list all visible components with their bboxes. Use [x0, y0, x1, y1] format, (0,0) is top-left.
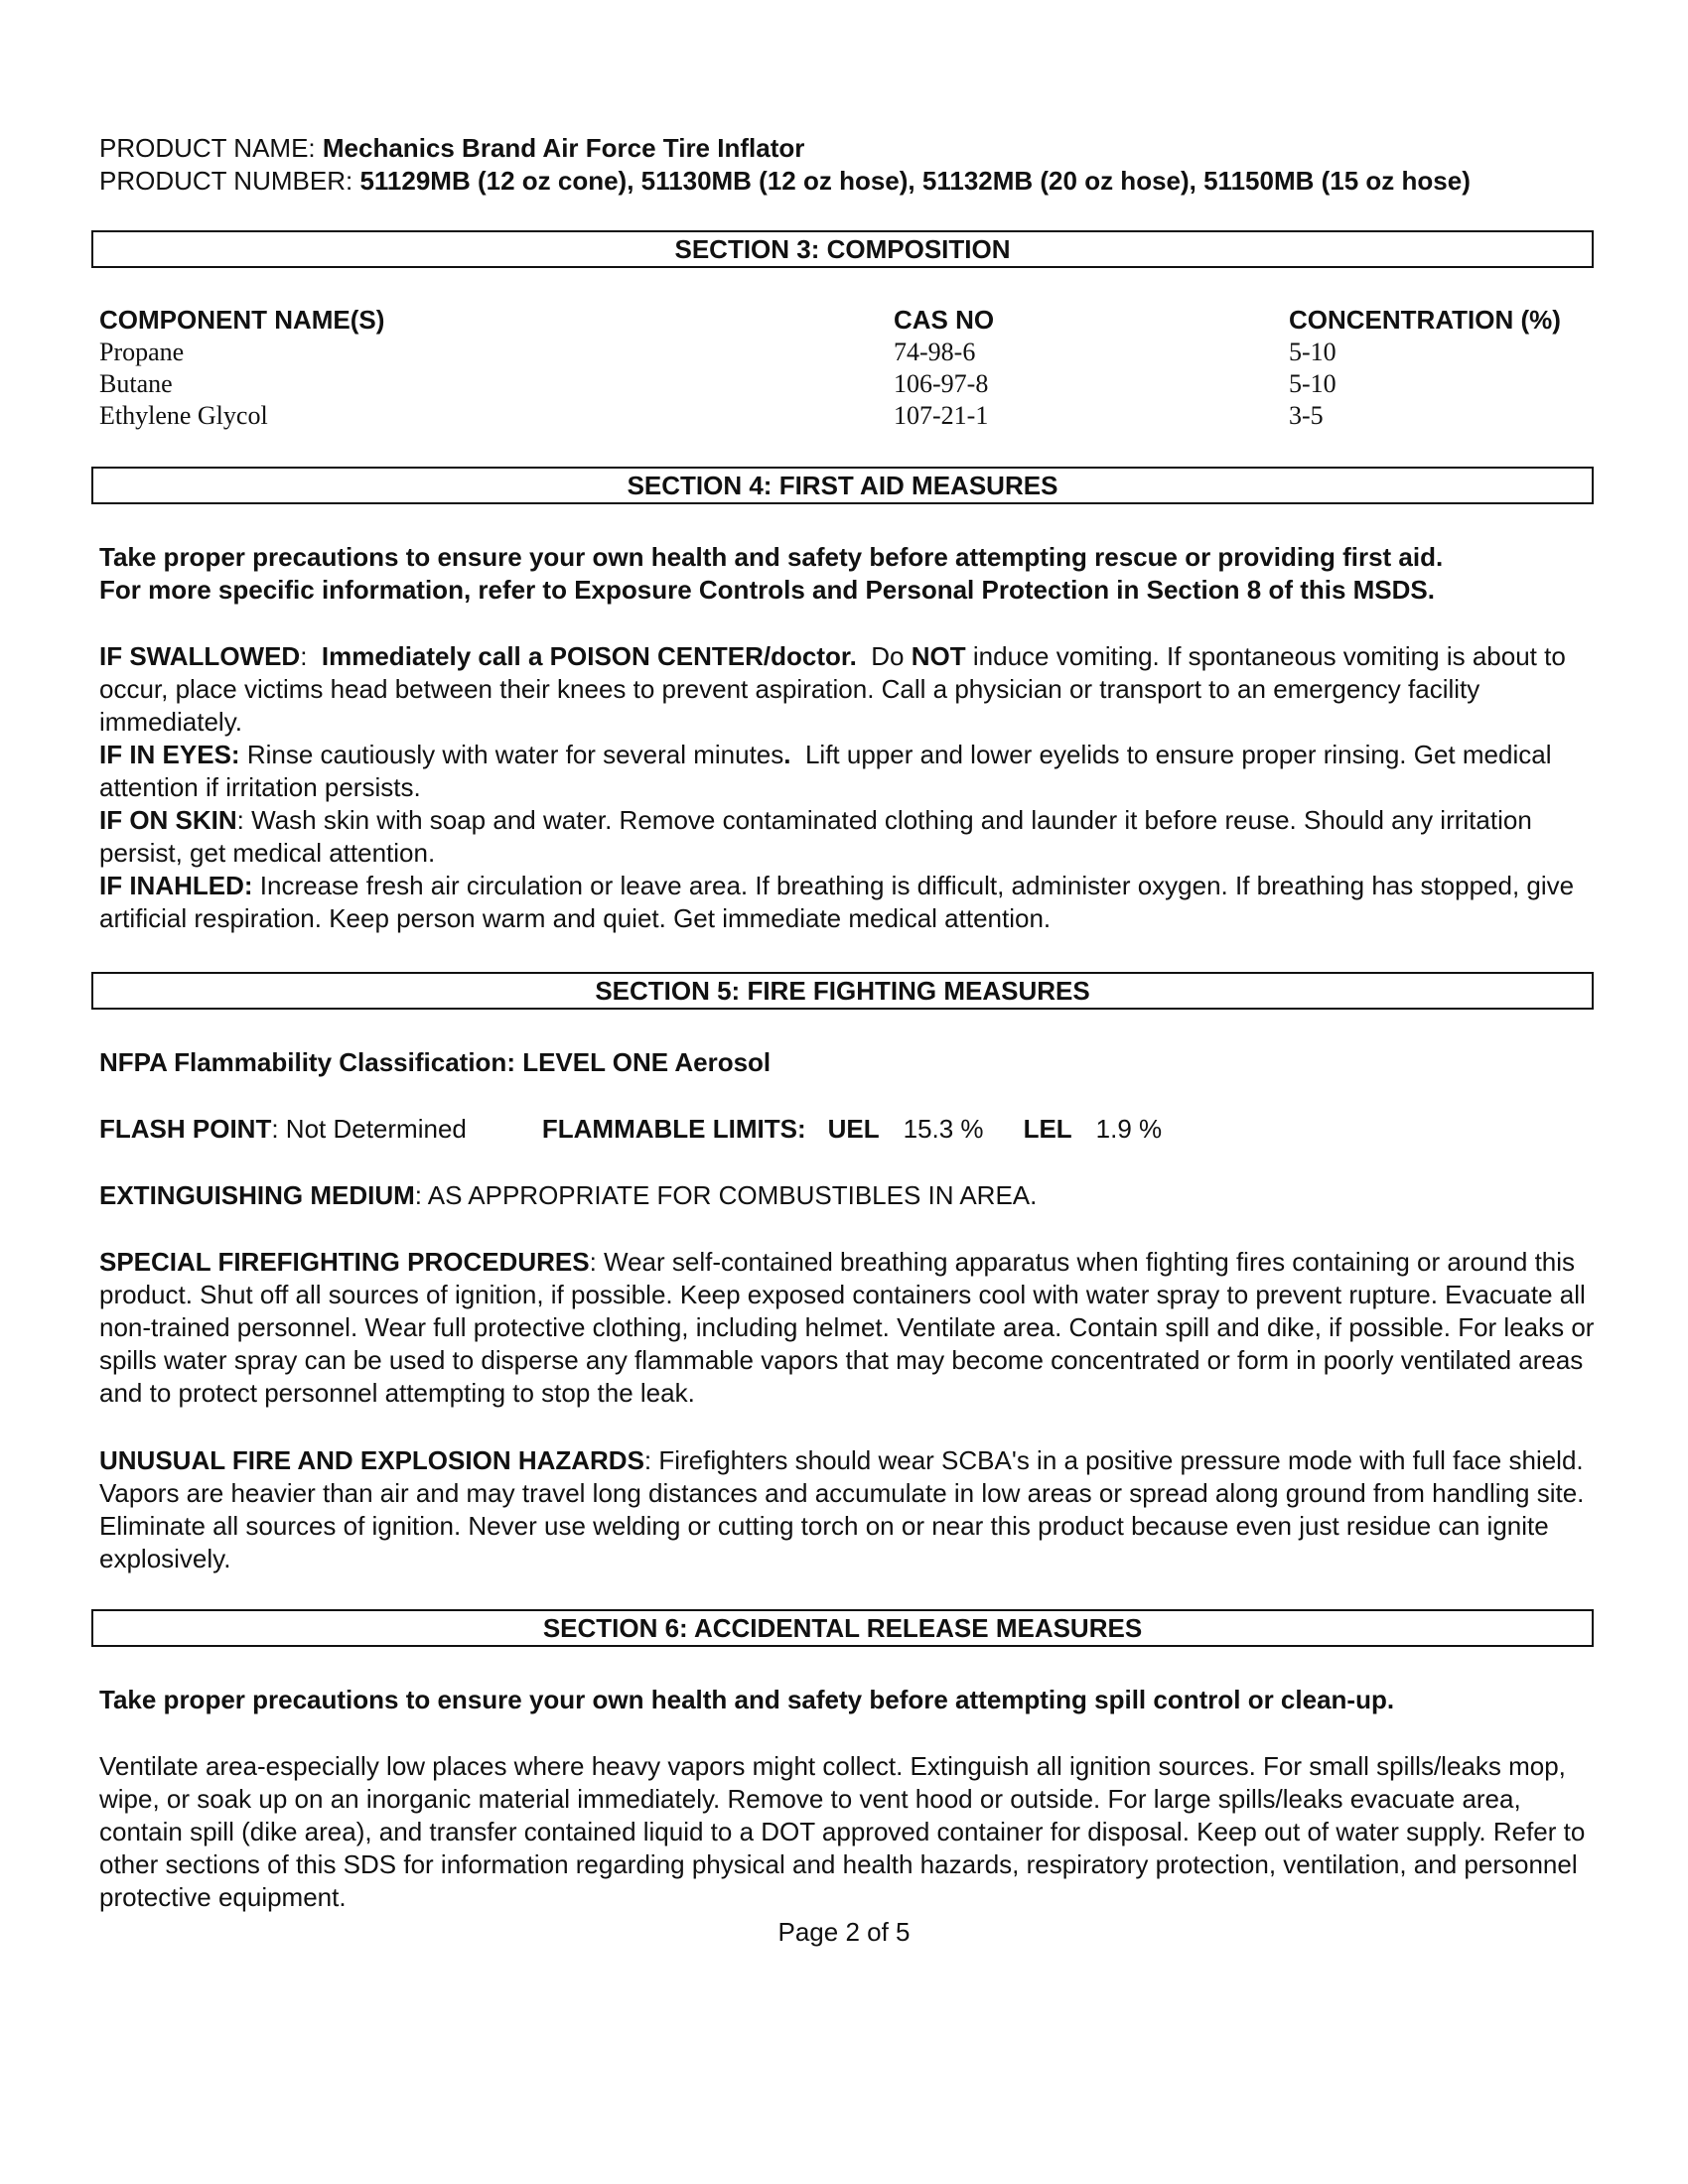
if-in-eyes-text1: Rinse cautiously with water for several minutes	[246, 740, 784, 769]
concentration: 5-10	[1289, 338, 1336, 366]
composition-row	[0, 400, 1688, 432]
unusual-hazards-text: : Firefighters should wear SCBA's in a positive pressure mode with full face shield. Vapors are heavier than air and may travel long distances and accumulate in low areas or spread along ground from handling site. Eliminate all sources of ignition. Never use welding or cutting torch on or near this product because even just residue can ignite explosively.	[99, 1445, 1585, 1573]
if-inhaled-label: IF INAHLED:	[99, 871, 253, 900]
component-name-header: COMPONENT NAME(S)	[99, 305, 385, 335]
component-name: Propane	[99, 338, 185, 366]
uel-label: UEL	[827, 1114, 880, 1144]
if-on-skin-text: : Wash skin with soap and water. Remove contaminated clothing and launder it before reuse. Should any irritation persist, get medical attention.	[99, 805, 1532, 868]
composition-header-row	[0, 304, 1688, 336]
uel-value: 15.3 %	[903, 1114, 984, 1144]
product-number-line	[99, 165, 1648, 198]
lel-value: 1.9 %	[1095, 1114, 1163, 1144]
period: .	[783, 740, 791, 769]
section3-title: SECTION 3: COMPOSITION	[91, 230, 1594, 268]
if-in-eyes-paragraph	[99, 739, 1599, 804]
composition-row	[0, 368, 1688, 400]
concentration: 5-10	[1289, 369, 1336, 398]
if-in-eyes-label: IF IN EYES:	[99, 740, 240, 769]
cas-no: 106-97-8	[894, 369, 989, 398]
composition-row	[0, 337, 1688, 368]
if-on-skin-label: IF ON SKIN	[99, 805, 237, 835]
concentration-header: CONCENTRATION (%)	[1289, 305, 1561, 335]
flash-point-line	[99, 1113, 1599, 1146]
cas-no: 74-98-6	[894, 338, 976, 366]
special-procedures-text: : Wear self-contained breathing apparatus when fighting fires containing or around this product. Shut off all sources of ignition, if possible. Keep exposed containers cool with water spray to prevent rupture. Evacuate all non-trained personnel. Wear full protective clothing, including helmet. Ventilate area. Contain spill and dike, if possible. For leaks or spills water spray can be used to disperse any flammable vapors that may become concentrated or form in poorly ventilated areas and to protect personnel attempting to stop the leak.	[99, 1247, 1595, 1408]
page-number: Page 2 of 5	[777, 1917, 911, 1947]
special-procedures-paragraph	[99, 1246, 1599, 1410]
product-name-label: PRODUCT NAME:	[99, 133, 316, 163]
nfpa-classification: NFPA Flammability Classification: LEVEL ONE Aerosol	[99, 1047, 772, 1077]
product-number-value: 51129MB (12 oz cone), 51130MB (12 oz hose), 51132MB (20 oz hose), 51150MB (15 oz hose)	[359, 166, 1471, 196]
concentration: 3-5	[1289, 401, 1324, 430]
flash-point-label: FLASH POINT	[99, 1114, 272, 1144]
product-name-value: Mechanics Brand Air Force Tire Inflator	[322, 133, 805, 163]
flammable-limits-label: FLAMMABLE LIMITS:	[541, 1114, 806, 1144]
cas-no: 107-21-1	[894, 401, 989, 430]
if-swallowed-text: induce vomiting. If spontaneous vomiting is about to occur, place victims head between their knees to prevent aspiration. Call a physician or transport to an emergency facility immediately.	[99, 641, 1566, 737]
unusual-hazards-paragraph	[99, 1444, 1599, 1575]
first-aid-block	[99, 640, 1599, 935]
if-inhaled-paragraph	[99, 870, 1599, 935]
first-aid-intro-line2: For more specific information, refer to Exposure Controls and Personal Protection in Section 8 of this MSDS.	[99, 575, 1435, 605]
if-on-skin-paragraph	[99, 804, 1599, 870]
if-swallowed-paragraph	[99, 640, 1599, 739]
extinguishing-medium-line	[99, 1179, 1599, 1212]
component-name: Ethylene Glycol	[99, 401, 268, 430]
not-word: NOT	[911, 641, 966, 671]
section4-title: SECTION 4: FIRST AID MEASURES	[91, 467, 1594, 504]
lel-label: LEL	[1023, 1114, 1072, 1144]
extinguishing-medium-label: EXTINGUISHING MEDIUM	[99, 1180, 415, 1210]
if-in-eyes-text2: Lift upper and lower eyelids to ensure proper rinsing. Get medical attention if irritation persists.	[99, 740, 1552, 802]
extinguishing-medium-text: : AS APPROPRIATE FOR COMBUSTIBLES IN AREA.	[414, 1180, 1038, 1210]
poison-center-warning: Immediately call a POISON CENTER/doctor.	[321, 641, 857, 671]
flash-point-value: : Not Determined	[271, 1114, 467, 1144]
section5-title: SECTION 5: FIRE FIGHTING MEASURES	[91, 972, 1594, 1010]
colon: :	[300, 641, 308, 671]
do-word: Do	[871, 641, 905, 671]
component-name: Butane	[99, 369, 173, 398]
section6-title: SECTION 6: ACCIDENTAL RELEASE MEASURES	[91, 1609, 1594, 1647]
cas-no-header: CAS NO	[894, 305, 995, 335]
release-paragraph: Ventilate area-especially low places where heavy vapors might collect. Extinguish all ignition sources. For small spills/leaks mop, wipe, or soak up on an inorganic material immediately. Remove to vent hood or outside. For large spills/leaks evacuate area, contain spill (dike area), and transfer contained liquid to a DOT approved container for disposal. Keep out of water supply. Refer to other sections of this SDS for information regarding physical and health hazards, respiratory protection, ventilation, and personnel protective equipment.	[99, 1751, 1586, 1912]
release-intro: Take proper precautions to ensure your own health and safety before attempting spill control or clean-up.	[99, 1685, 1395, 1714]
product-number-label: PRODUCT NUMBER:	[99, 166, 353, 196]
product-name-line	[99, 132, 1609, 165]
first-aid-intro-line1: Take proper precautions to ensure your own health and safety before attempting rescue or providing first aid.	[99, 542, 1444, 572]
special-procedures-label: SPECIAL FIREFIGHTING PROCEDURES	[99, 1247, 590, 1277]
if-swallowed-label: IF SWALLOWED	[99, 641, 301, 671]
if-inhaled-text: Increase fresh air circulation or leave area. If breathing is difficult, administer oxygen. If breathing has stopped, give artificial respiration. Keep person warm and quiet. Get immediate medical attention.	[99, 871, 1575, 933]
unusual-hazards-label: UNUSUAL FIRE AND EXPLOSION HAZARDS	[99, 1445, 644, 1475]
